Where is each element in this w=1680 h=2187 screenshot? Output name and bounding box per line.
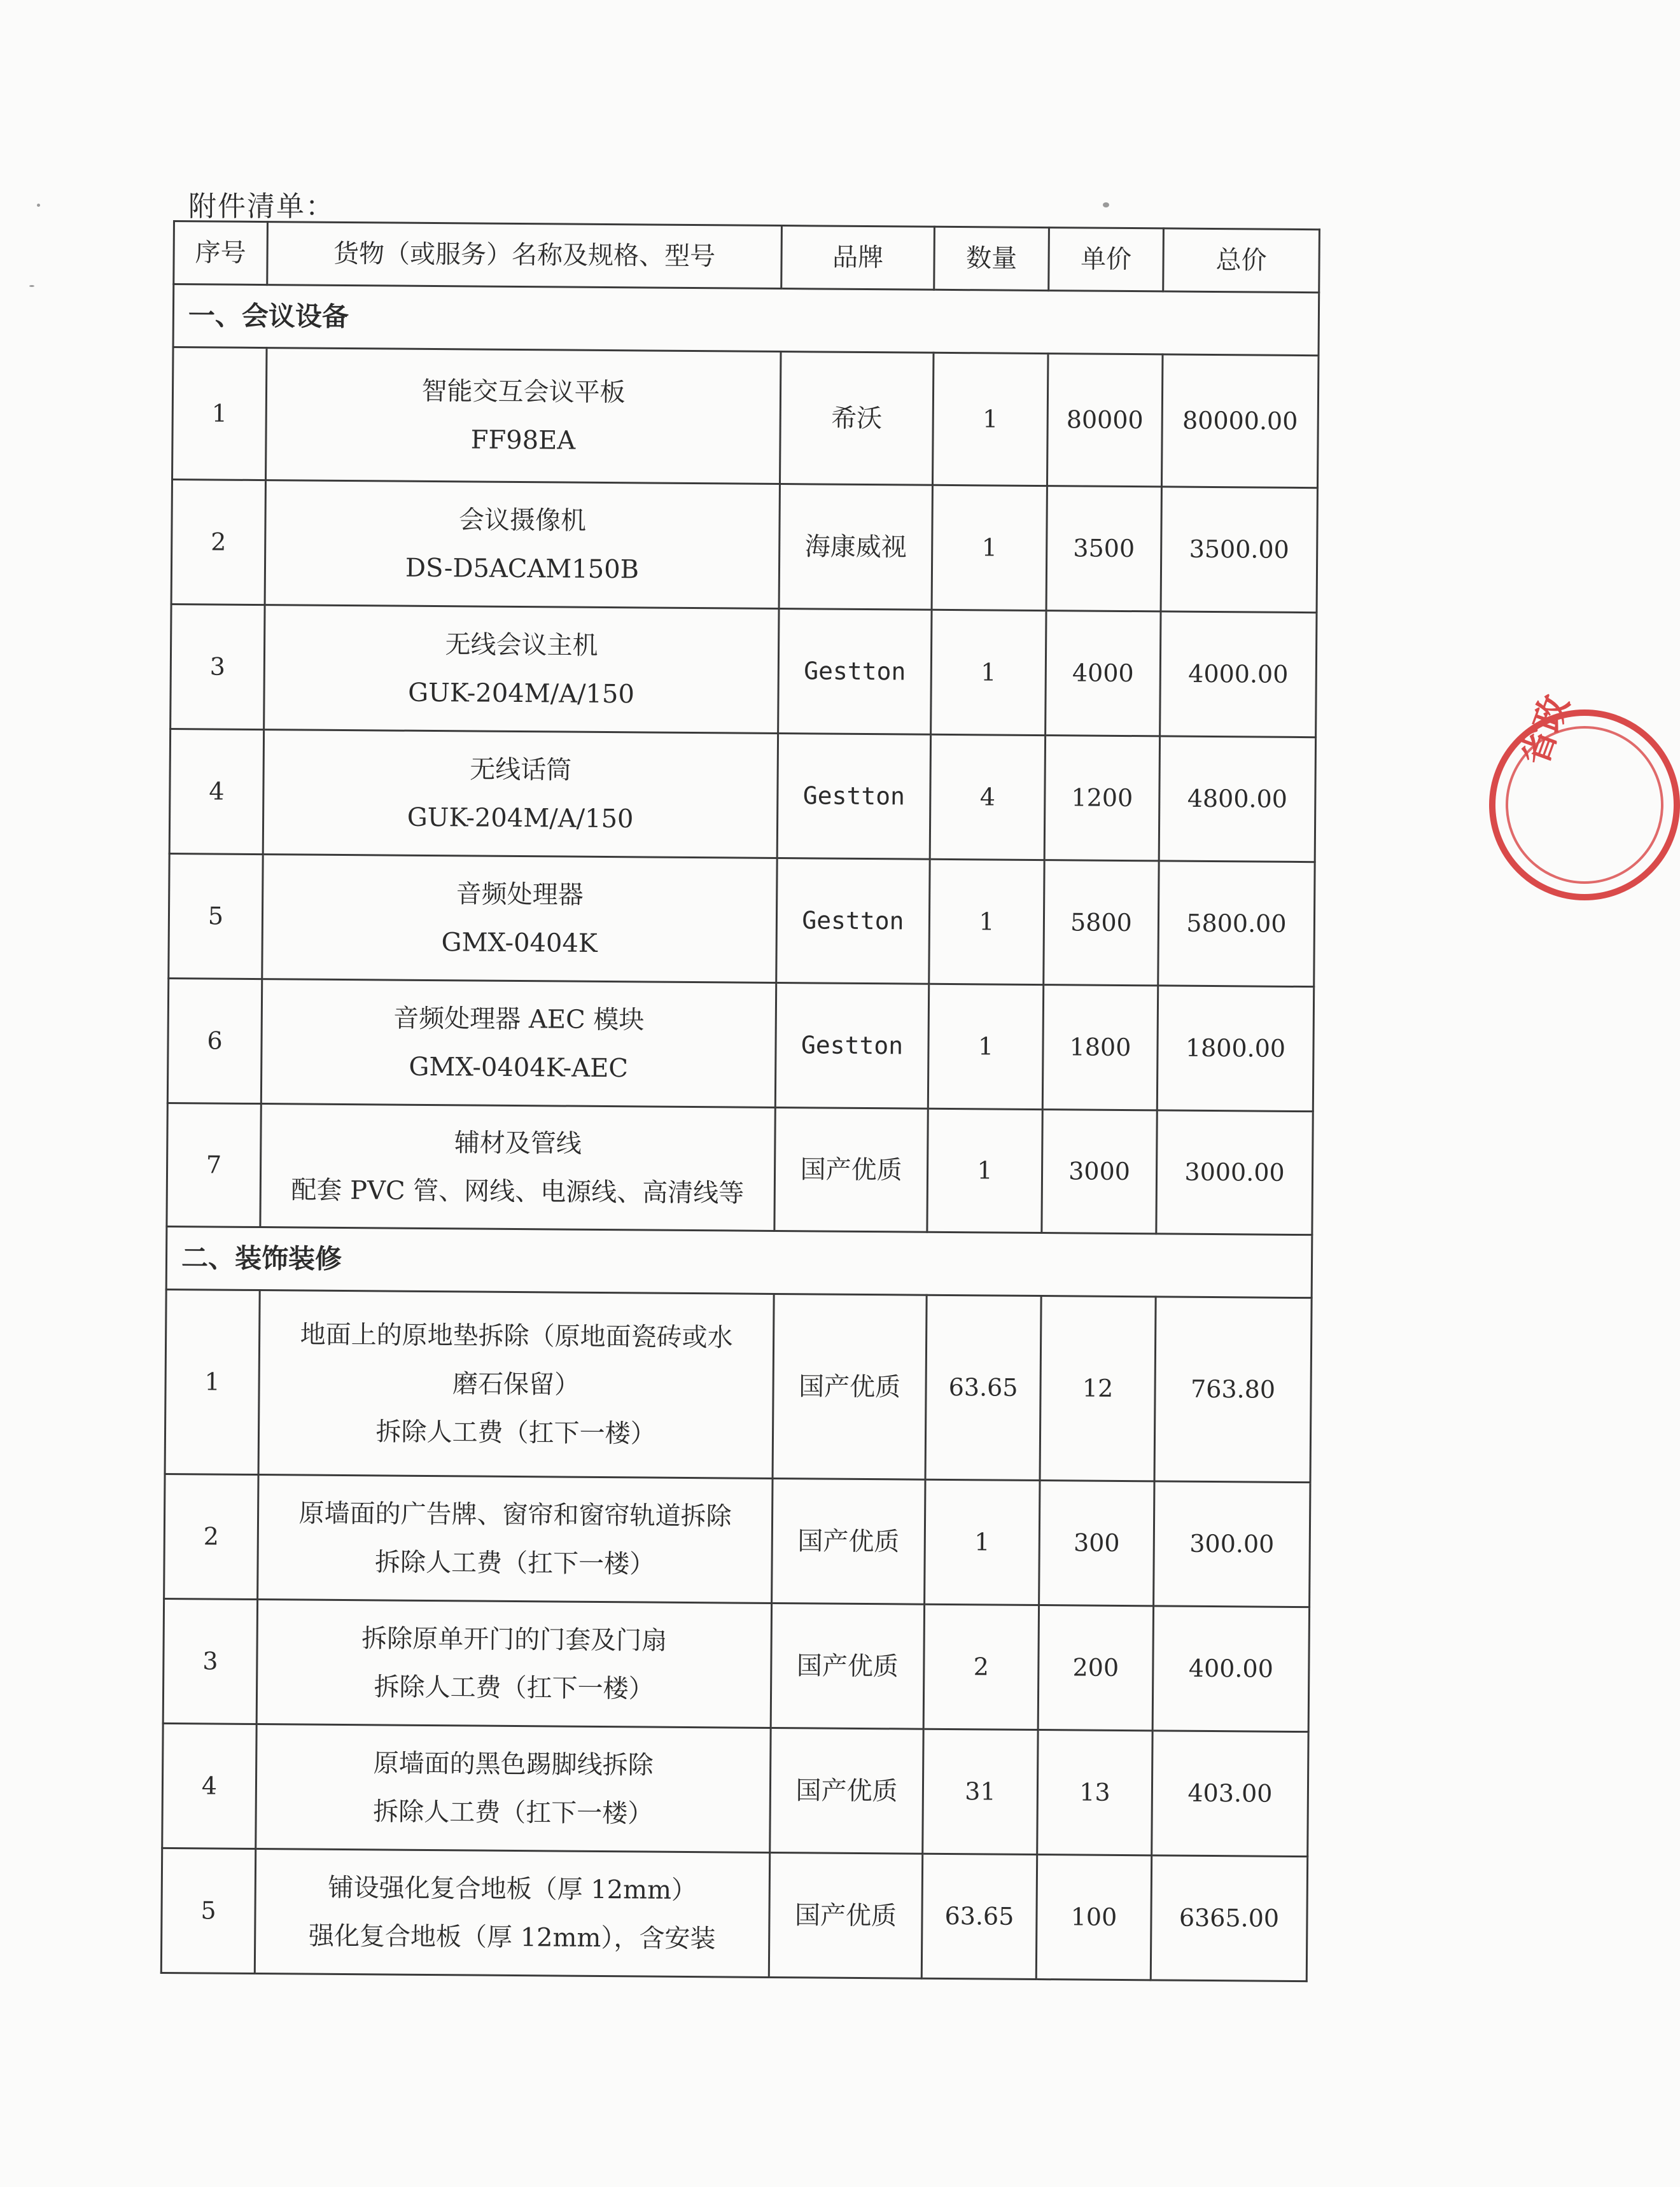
cell-total-price: 403.00 <box>1152 1731 1308 1857</box>
cell-quantity: 1 <box>931 610 1046 735</box>
cell-serial: 7 <box>167 1103 261 1227</box>
cell-name-spec <box>258 1290 774 1479</box>
table-header-row <box>174 221 1320 293</box>
name-spec-line: 地面上的原地垫拆除（原地面瓷砖或水 <box>300 1320 733 1352</box>
cell-brand: 国产优质 <box>774 1107 928 1232</box>
cell-serial: 4 <box>162 1723 256 1848</box>
cell-brand: 国产优质 <box>772 1478 925 1604</box>
cell-unit-price: 3500 <box>1046 486 1161 611</box>
name-spec-line: GMX-0404K <box>441 927 598 958</box>
official-seal <box>1489 689 1680 900</box>
name-spec-line: 原墙面的黑色踢脚线拆除 <box>373 1748 654 1780</box>
table-row <box>169 853 1315 986</box>
section-row <box>173 284 1319 356</box>
cell-brand: 国产优质 <box>769 1852 922 1978</box>
cell-total-price: 5800.00 <box>1158 861 1315 987</box>
cell-brand: 国产优质 <box>770 1728 923 1854</box>
cell-serial: 4 <box>169 729 263 854</box>
seal-text: 省政 <box>1513 689 1578 771</box>
cell-unit-price: 80000 <box>1047 354 1163 487</box>
cell-quantity: 31 <box>923 1729 1038 1854</box>
cell-name-spec <box>256 1724 771 1853</box>
name-spec-line: FF98EA <box>470 424 576 456</box>
cell-name-spec <box>263 730 778 858</box>
cell-brand: Gestton <box>777 733 930 859</box>
cell-total-price: 3000.00 <box>1156 1110 1313 1235</box>
name-spec-line: 拆除人工费（扛下一楼） <box>374 1547 655 1579</box>
cell-brand: Gestton <box>775 982 928 1108</box>
section-row <box>166 1226 1312 1297</box>
name-spec-line: 原墙面的广告牌、窗帘和窗帘轨道拆除 <box>298 1499 732 1531</box>
cell-quantity: 2 <box>923 1604 1039 1729</box>
cell-total-price: 763.80 <box>1154 1297 1312 1483</box>
header-unit-price: 单价 <box>1049 228 1164 291</box>
name-spec-line: 无线会议主机 <box>445 629 598 660</box>
cell-total-price: 300.00 <box>1154 1481 1310 1607</box>
name-spec-line: 辅材及管线 <box>454 1128 582 1159</box>
table-row <box>161 1848 1307 1981</box>
cell-total-price: 400.00 <box>1152 1606 1309 1732</box>
name-spec-line: 智能交互会议平板 <box>421 376 626 407</box>
scan-speck <box>1103 202 1109 207</box>
cell-serial: 1 <box>172 347 267 480</box>
cell-quantity: 1 <box>929 859 1044 984</box>
cell-total-price: 6365.00 <box>1151 1855 1307 1981</box>
table-row <box>167 1103 1313 1234</box>
header-name-spec: 货物（或服务）名称及规格、型号 <box>267 222 782 289</box>
name-spec-line: 配套 PVC 管、网线、电源线、高清线等 <box>291 1175 745 1208</box>
cell-serial: 6 <box>167 978 262 1103</box>
name-spec-line: GUK-204M/A/150 <box>408 678 635 709</box>
table-row <box>164 1474 1310 1607</box>
cell-quantity: 63.65 <box>921 1854 1037 1979</box>
cell-unit-price: 12 <box>1040 1296 1156 1481</box>
item-list-table-wrapper <box>160 220 1319 1982</box>
table-row <box>171 480 1317 613</box>
cell-total-price: 1800.00 <box>1157 986 1313 1112</box>
name-spec-line: 铺设强化复合地板（厚 12mm） <box>328 1873 697 1905</box>
table-row <box>163 1598 1309 1731</box>
cell-name-spec <box>255 1849 769 1978</box>
cell-serial: 3 <box>171 604 265 729</box>
item-list-table <box>160 220 1320 1982</box>
cell-brand: Gestton <box>776 858 930 984</box>
scan-speck <box>29 285 34 287</box>
cell-name-spec <box>264 605 779 734</box>
header-brand: 品牌 <box>781 226 935 290</box>
cell-unit-price: 4000 <box>1046 611 1161 736</box>
cell-total-price: 3500.00 <box>1161 487 1317 613</box>
name-spec-line: DS-D5ACAM150B <box>405 553 640 584</box>
cell-unit-price: 1800 <box>1042 985 1158 1110</box>
cell-serial: 2 <box>171 480 265 605</box>
cell-serial: 5 <box>161 1848 255 1973</box>
table-body <box>161 284 1319 1981</box>
name-spec-line: 强化复合地板（厚 12mm），含安装 <box>308 1921 716 1953</box>
cell-unit-price: 300 <box>1039 1481 1154 1606</box>
cell-serial: 3 <box>163 1598 257 1724</box>
table-row <box>165 1289 1312 1482</box>
cell-serial: 5 <box>169 853 263 979</box>
name-spec-line: 音频处理器 AEC 模块 <box>393 1003 645 1035</box>
scan-speck <box>37 204 40 207</box>
cell-brand: 国产优质 <box>773 1294 927 1479</box>
cell-name-spec <box>262 855 777 983</box>
header-quantity: 数量 <box>934 227 1049 290</box>
cell-name-spec <box>266 348 781 484</box>
cell-name-spec <box>258 1475 773 1604</box>
cell-brand: 海康威视 <box>779 484 932 610</box>
name-spec-line: 拆除人工费（扛下一楼） <box>375 1416 656 1449</box>
name-spec-line: GUK-204M/A/150 <box>407 802 634 834</box>
cell-name-spec <box>265 480 780 609</box>
cell-quantity: 63.65 <box>925 1295 1041 1480</box>
cell-name-spec <box>261 979 776 1108</box>
name-spec-line: 拆除原单开门的门套及门扇 <box>361 1623 668 1656</box>
section-label: 一、会议设备 <box>173 284 1319 356</box>
cell-total-price: 4800.00 <box>1159 736 1315 862</box>
cell-quantity: 1 <box>927 1108 1042 1233</box>
cell-quantity: 1 <box>928 984 1043 1109</box>
cell-brand: Gestton <box>778 608 932 734</box>
name-spec-line: 拆除人工费（扛下一楼） <box>374 1672 654 1704</box>
cell-quantity: 1 <box>925 1479 1040 1605</box>
table-row <box>162 1723 1308 1856</box>
cell-unit-price: 13 <box>1037 1730 1152 1855</box>
cell-unit-price: 3000 <box>1042 1110 1157 1234</box>
cell-quantity: 1 <box>932 485 1047 610</box>
table-row <box>172 347 1319 488</box>
cell-unit-price: 100 <box>1036 1855 1151 1980</box>
cell-name-spec <box>256 1600 771 1728</box>
name-spec-line: GMX-0404K-AEC <box>409 1052 629 1083</box>
table-row <box>169 729 1315 862</box>
name-spec-line: 拆除人工费（扛下一楼） <box>373 1796 654 1829</box>
table-row <box>171 604 1317 737</box>
header-total-price: 总价 <box>1163 228 1320 293</box>
table-row <box>167 978 1313 1111</box>
cell-brand: 希沃 <box>780 352 934 486</box>
name-spec-line: 会议摄像机 <box>458 505 587 536</box>
header-serial: 序号 <box>174 221 268 285</box>
cell-unit-price: 5800 <box>1044 860 1159 986</box>
cell-unit-price: 1200 <box>1044 736 1159 861</box>
cell-total-price: 4000.00 <box>1160 611 1317 737</box>
cell-brand: 国产优质 <box>771 1603 924 1729</box>
name-spec-line: 磨石保留） <box>452 1369 580 1400</box>
page-title: 附件清单： <box>188 190 335 223</box>
cell-name-spec <box>260 1104 775 1231</box>
cell-quantity: 1 <box>932 353 1048 486</box>
cell-quantity: 4 <box>930 734 1045 860</box>
cell-serial: 2 <box>164 1474 258 1599</box>
cell-unit-price: 200 <box>1038 1605 1153 1731</box>
name-spec-line: 音频处理器 <box>456 879 584 910</box>
cell-total-price: 80000.00 <box>1161 354 1319 488</box>
cell-serial: 1 <box>165 1289 260 1474</box>
section-label: 二、装饰装修 <box>166 1226 1312 1297</box>
name-spec-line: 无线话筒 <box>470 754 572 785</box>
